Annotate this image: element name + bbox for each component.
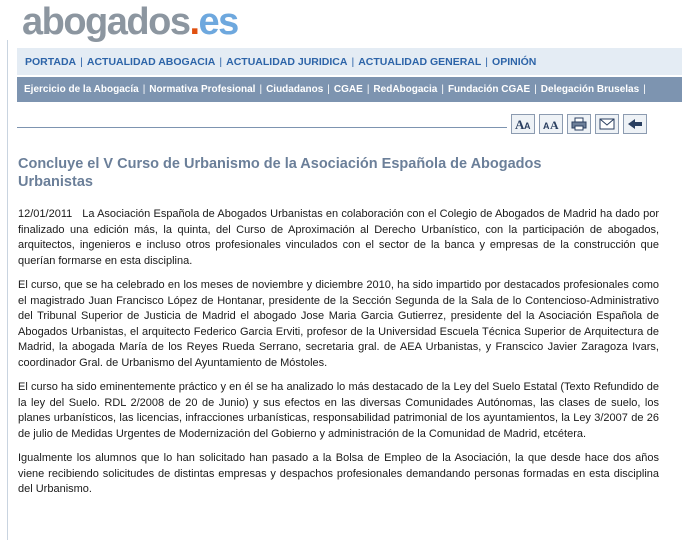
- article-paragraph: [18, 207, 659, 269]
- article-title: Concluye el V Curso de Urbanismo de la Asociación Española de Abogados Urbanistas: [18, 156, 542, 190]
- nav-actualidad-abogacia[interactable]: ACTUALIDAD ABOGACIA: [86, 55, 216, 68]
- site-header: [0, 0, 682, 46]
- nav-ejercicio-abogacia[interactable]: Ejercicio de la Abogacía: [24, 84, 139, 95]
- article-paragraph: El curso ha sido eminentemente práctico y en él se ha analizado lo más destacado de la Ley del Suelo Estatal (Texto Refundido de la ley del Suelo. RDL 2/2008 de 20 de Junio) y sus efectos en las diversas Comunidades Autónomas, las clases de suelo, los planes urbanísticos, las licencias, infracciones urbanísticas, responsabilidad patrimonial de los ayuntamientos, la Ley 3/2007 de 26 de julio de Medidas Urgentes de Modernización del Gobierno y administración de la Comunidad de Madrid, etcétera.: [18, 381, 659, 440]
- nav-ciudadanos[interactable]: Ciudadanos: [266, 84, 324, 95]
- logo-dot: .: [189, 1, 199, 43]
- primary-nav: PORTADA | ACTUALIDAD ABOGACIA | ACTUALIDAD JURIDICA | ACTUALIDAD GENERAL | OPINIÓN: [17, 48, 682, 75]
- print-icon[interactable]: [567, 114, 591, 134]
- article-date: 12/01/2011: [18, 208, 73, 220]
- nav-normativa-profesional[interactable]: Normativa Profesional: [149, 84, 256, 95]
- site-logo[interactable]: [22, 0, 238, 44]
- email-icon[interactable]: [595, 114, 619, 134]
- paragraph-text: La Asociación Española de Abogados Urbanistas en colaboración con el Colegio de Abogados de Madrid ha dado por finalizado una edición más, la quinta, del Curso de Aproximación al Derecho Urbanístico, con la participación de abogados, arquitectos, ingenieros e incluso otros profesionales vinculados con el sector de la banca y empresas de la construcción que querían formarse en esta disciplina.: [18, 208, 659, 267]
- article-paragraph: El curso, que se ha celebrado en los meses de noviembre y diciembre 2010, ha sido impartido por destacados profesionales como el magistrado Juan Francisco López de Hontanar, presidente de la Sección Segunda de la Sala de lo Contencioso-Administrativo del Tribunal Superior de Justicia de Madrid el abogado Jose Maria Garcia Gutierrez, presidente del la Asociación Española de Abogados Urbanistas, el arquitecto Federico Garcia Erviti, profesor de la Universidad Escuela Técnica Superior de Arquitectura de Madrid, la abogada María de los Reyes Rueda Serrano, secretaria gral. de AEA Urbanistas, y Franscico Javier Zaragoza Ivars, coordinador Gral. de Urbanismo del Ayuntamiento de Móstoles.: [18, 279, 659, 369]
- increase-font-icon[interactable]: [511, 114, 535, 134]
- toolbar-divider: [17, 127, 507, 128]
- svg-text:A: A: [550, 118, 559, 131]
- nav-fundacion-cgae[interactable]: Fundación CGAE: [447, 84, 531, 95]
- nav-opinion[interactable]: OPINIÓN: [492, 55, 537, 68]
- nav-delegacion-bruselas[interactable]: Delegación Bruselas: [540, 84, 640, 95]
- nav-actualidad-juridica[interactable]: ACTUALIDAD JURIDICA: [226, 55, 348, 68]
- article-body: [18, 207, 659, 507]
- logo-name: abogados: [22, 1, 190, 43]
- nav-actualidad-general[interactable]: ACTUALIDAD GENERAL: [358, 55, 482, 68]
- back-arrow-icon[interactable]: [623, 114, 647, 134]
- nav-portada[interactable]: PORTADA: [25, 55, 77, 68]
- left-border: [7, 40, 8, 540]
- secondary-nav: Ejercicio de la Abogacía | Normativa Profesional | Ciudadanos | CGAE | RedAbogacia | Fundación CGAE | Delegación Bruselas |: [17, 77, 682, 102]
- svg-text:A: A: [524, 121, 531, 131]
- article-paragraph: Igualmente los alumnos que lo han solicitado han pasado a la Bolsa de Empleo de la Asociación, la que desde hace dos años viene recibiendo solicitudes de distintas empresas y despachos profesionales demandando personas formadas en esta disciplina del Urbanismo.: [18, 452, 659, 495]
- svg-text:A: A: [543, 121, 550, 131]
- logo-tld: es: [198, 1, 238, 43]
- decrease-font-icon[interactable]: [539, 114, 563, 134]
- nav-cgae[interactable]: CGAE: [333, 84, 363, 95]
- article-toolbar: [511, 114, 647, 134]
- nav-redabogacia[interactable]: RedAbogacia: [373, 84, 438, 95]
- svg-text:A: A: [515, 117, 525, 131]
